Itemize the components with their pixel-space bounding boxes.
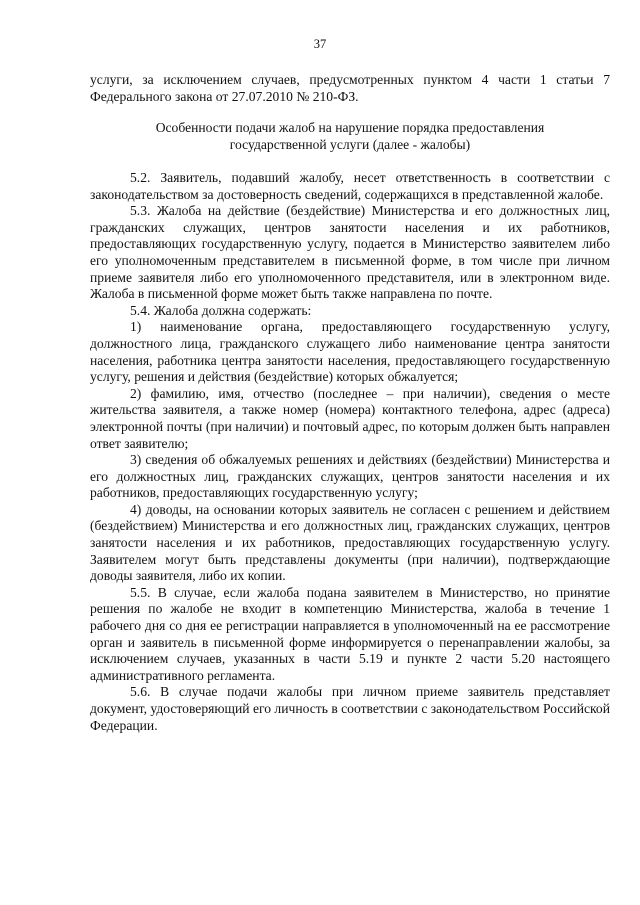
paragraph-5-2: 5.2. Заявитель, подавший жалобу, несет ответственность в соответствии с законодательством за достоверность сведений, содержащихся в представленной жалобе.	[90, 170, 610, 202]
paragraph-5-3: 5.3. Жалоба на действие (бездействие) Министерства и его должностных лиц, гражданских служащих, центров занятости населения и их работников, предоставляющих государственную услугу, подается в Министерство заявителем либо его уполномоченным представителем в письменной форме, в том числе при личном приеме заявителя либо его уполномоченного представителя, или в электронном виде. Жалоба в письменной форме может быть также направлена по почте.	[90, 203, 610, 302]
list-item-1: 1) наименование органа, предоставляющего государственную услугу, должностного лица, гражданского служащего либо наименование центра занятости населения, работника центра занятости населения, предоставляющего государственную услугу, решения и действия (бездействие) которых обжалуется;	[90, 319, 610, 385]
list-item-2: 2) фамилию, имя, отчество (последнее – при наличии), сведения о месте жительства заявителя, а также номер (номера) контактного телефона, адрес (адреса) электронной почты (при наличии) и почтовый адрес, по которым должен быть направлен ответ заявителю;	[90, 385, 610, 451]
section-body	[90, 170, 610, 734]
list-item-4: 4) доводы, на основании которых заявитель не согласен с решением и действием (бездействием) Министерства и его должностных лиц, гражданских служащих, центров занятости населения и их работников, предоставляющих государственную услугу. Заявителем могут быть представлены документы (при наличии), подтверждающие доводы заявителя, либо их копии.	[90, 501, 610, 584]
paragraph-5-4: 5.4. Жалоба должна содержать:	[130, 302, 312, 318]
section-heading: Особенности подачи жалоб на нарушение порядка предоставления государственной услуги (далее - жалобы)	[155, 120, 545, 152]
list-item-3: 3) сведения об обжалуемых решениях и действиях (бездействии) Министерства и его должностных лиц, гражданских служащих, центров занятости населения и их работников, предоставляющих государственную услугу;	[90, 452, 610, 501]
paragraph-5-5: 5.5. В случае, если жалоба подана заявителем в Министерство, но принятие решения по жалобе не входит в компетенцию Министерства, жалоба в течение 1 рабочего дня со дня ее регистрации направляется в уполномоченный на ее рассмотрение орган и заявитель в письменной форме информируется о перенаправлении жалобы, за исключением случаев, указанных в части 5.19 и пункте 2 части 5.20 настоящего административного регламента.	[90, 584, 610, 683]
paragraph-5-6: 5.6. В случае подачи жалобы при личном приеме заявитель представляет документ, удостоверяющий его личность в соответствии с законодательством Российской Федерации.	[90, 684, 610, 733]
intro-paragraph: услуги, за исключением случаев, предусмотренных пунктом 4 части 1 статьи 7 Федерального закона от 27.07.2010 № 210-ФЗ.	[90, 72, 610, 104]
page-number: 37	[313, 37, 327, 51]
